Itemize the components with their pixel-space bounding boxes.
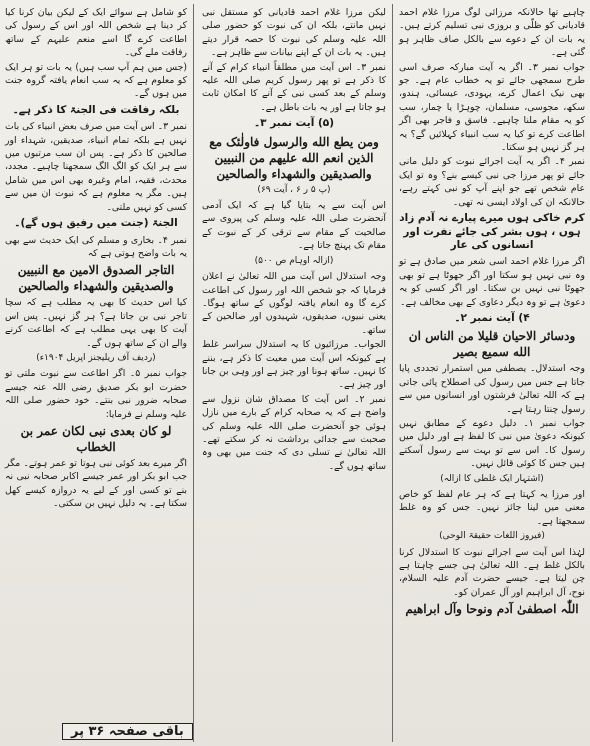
section-heading: (۵) آیت نمبر ۳۔: [253, 117, 335, 130]
paragraph: وجہ استدلال اس آیت میں اللہ تعالیٰ نے اعلان فرمایا کہ جو شخص اللہ اور رسول کی اطاعت کرے گا وہ انعام یافتہ لوگوں کے ساتھ ہوگا۔ یعنی نبیوں، صدیقوں، شہیدوں اور صالحین کے ساتھ۔: [202, 271, 386, 336]
paragraph: کو شامل ہے سوائے ایک کے لیکن بیان کرنا کیا کر دینا ہے شخص اللہ اور اس کے رسول کی اطاعت کرے گا اسے منعم علیہم کے ساتھ رفاقت ملے گی۔: [5, 7, 187, 59]
paragraph: اور مرزا یہ کہتا ہے کہ ہر عام لفظ کو خاص معنی میں لینا جائز نہیں۔ جس کو وہ غلط سمجھتا ہے۔: [399, 489, 585, 527]
column-divider: [392, 4, 393, 742]
paragraph: نمبر ۲۔ اس آیت کا مصداق شان نزول سے واضح ہے کہ یہ صحابہ کرام کے بارے میں نازل ہوئی جو آنحضرت صلی اللہ علیہ وسلم کی صحبت سے جدائی برداشت نہ کر سکتے تھے۔ اللہ تعالیٰ نے تسلی دی کہ جنت میں بھی وہ ساتھ ہوں گے۔: [202, 393, 386, 472]
reference: (ازالہ اوہام ص ۵۰۰): [254, 255, 334, 266]
arabic-hadith: لو کان بعدی نبی لکان عمر بن الخطاب: [20, 423, 172, 454]
paragraph: نمبر ۴۔ اگر یہ آیت اجرائے نبوت کو دلیل مانی جائے تو پھر مرزا جی نبی کیسے بنے؟ وہ تو ایک عام شخص تھے جو اپنے آپ کو نبی کہتے رہے، حالانکہ ان کی اولاد ایسی نہ تھی۔: [399, 156, 585, 208]
paragraph: چاہیے تھا حالانکہ مرزائی لوگ مرزا غلام احمد قادیانی کو ظلّی و بروزی نبی تسلیم کرتے ہیں۔ یہ بات ان کے دعوے سے بالکل صاف ظاہر ہو گئی ہے۔: [399, 7, 585, 59]
reference: (ردیف آف ریلیجنز اپریل ۱۹۰۴ء): [36, 352, 156, 363]
reference: (پ ۵ ر ۶ ، آیت ۶۹): [257, 184, 331, 195]
paragraph: اس آیت سے یہ بتایا گیا ہے کہ ایک آدمی آنحضرت صلی اللہ علیہ وسلم کی پیروی سے صالحیت کے مقام سے ترقی کر کے نبوت کے مقام تک پہنچ جاتا ہے۔: [202, 200, 386, 252]
paragraph: کیا اس حدیث کا بھی یہ مطلب ہے کہ سچا تاجر نبی بن جاتا ہے؟ ہر گز نہیں۔ پس اس آیت کا بھی یہی مطلب ہے کہ اطاعت کرنے والے ان کے ساتھ ہوں گے۔: [5, 297, 187, 349]
section-heading: الجنۃ (جنت میں رفیق ہوں گے)۔: [14, 217, 178, 230]
paragraph: اگر میرے بعد کوئی نبی ہوتا تو عمر ہوتے۔ مگر جب ابو بکر اور عمر جیسے اکابر صحابہ نبی نہ بنے تو کسی اور کے لیے یہ دروازہ کیسے کھل سکتا ہے۔ یہ دلیل نہیں بن سکتی۔: [5, 457, 187, 510]
paragraph: لہٰذا اس آیت سے اجرائے نبوت کا استدلال کرنا بالکل غلط ہے۔ اللہ تعالیٰ ہی جسے چاہتا ہے چن لیتا ہے۔ جیسے حضرت آدم علیہ السلام، نوح، آل ابراہیم اور آل عمران کو۔: [399, 546, 585, 598]
paragraph: (جس میں ہم آپ سب ہیں) یہ بات تو ہر ایک کو معلوم ہے کہ یہ سب انعام یافتہ گروہ جنت میں ہوں گے۔: [5, 61, 187, 100]
paragraph: نمبر ۳۔ اس آیت میں مطلقاً انبیاء کرام کے آنے کا ذکر ہے تو پھر رسول کریم صلی اللہ علیہ وسلم کے بعد کسی نبی کے آنے کا امکان ثابت ہو جاتا ہے اور یہ بات باطل ہے۔: [202, 61, 387, 113]
right-column: [396, 6, 588, 742]
section-heading: بلکہ رفاقت فی الجنۃ کا ذکر ہے۔: [12, 103, 180, 116]
paragraph: جواب نمبر ۳۔ اگر یہ آیت مبارکہ صرف اسی طرح سمجھی جائے تو یہ خطاب عام ہے۔ جو بھی نیک اعمال کرے، یہودی، عیسائی، ہندو، سکھ، مجوسی، مسلمان، چوہڑا یا چمار، سب کو یہ مقام ملنا چاہیے۔ فاسق و فاجر بھی اگر اطاعت کرے تو کیا یہ سب انبیاء کہلائیں گے؟ یہ ہر گز نہیں ہو سکتا۔: [399, 61, 585, 154]
arabic-verse: ومن یطع الله والرسول فاولٰئک مع الذین انعم الله علیهم من النبیین والصدیقین والشهداء والصالحین: [209, 134, 379, 181]
arabic-hadith: التاجر الصدوق الامین مع النبیین والصدیقین والشهداء والصالحین: [17, 263, 175, 294]
column-divider: [193, 4, 194, 742]
continued-on-page-label: باقی صفحہ ۳۶ پر: [62, 723, 193, 740]
paragraph: وجہ استدلال۔ یصطفی میں استمرار تجددی پایا جاتا ہے جس میں رسول کی اصطلاح پائی جاتی ہے کہ اللہ تعالیٰ فرشتوں اور انسانوں میں سے رسول چنتا رہتا ہے۔: [399, 363, 585, 415]
reference: (فیروز اللغات حقیقۃ الوحی): [439, 531, 545, 542]
paragraph: الجواب۔ مرزائیوں کا یہ استدلال سراسر غلط ہے کیونکہ اس آیت میں معیت کا ذکر ہے، بننے کا نہیں۔ ساتھ ہونا اور چیز ہے اور وہی بن جانا اور چیز ہے۔: [202, 339, 386, 391]
reference: (اشتہار ایک غلطی کا ازالہ): [440, 473, 544, 484]
arabic-verse: ودسائر الاحیان قلیلا من الناس ان الله سمیع بصیر: [408, 329, 576, 360]
left-column: [2, 6, 190, 742]
arabic-verse: اللّٰہ اصطفیٰ آدم ونوحا وآل ابراھیم: [405, 602, 579, 617]
verse-couplet: کرم خاکی ہوں میرے پیارے نہ آدم زاد ہوں ، ہوں بشر کی جائے نفرت اور انسانوں کی عار: [399, 212, 585, 251]
paragraph: نمبر ۴۔ بخاری و مسلم کی ایک حدیث سے بھی یہ بات واضح ہوتی ہے کہ: [5, 234, 187, 259]
paragraph: اگر مرزا غلام احمد اسی شعر میں صادق ہے تو وہ نبی نہیں ہو سکتا اور اگر جھوٹا ہے تو بھی جھوٹا نبی نہیں بن سکتا۔ اور اگر کسی کو یہ دعویٰ ہے تو وہ دیگر دعاوی کے بھی مخالف ہے۔: [399, 256, 585, 308]
paragraph: جواب نمبر ۵۔ اگر اطاعت سے نبوت ملتی تو حضرت ابو بکر صدیق رضی اللہ عنہ جیسے صحابہ ضرور نبی بنتے۔ خود حضور صلی اللہ علیہ وسلم نے فرمایا:: [5, 368, 187, 420]
paragraph: نمبر ۳۔ اس آیت میں صرف بعض انبیاء کی بات نہیں ہے بلکہ تمام انبیاء، صدیقین، شہداء اور صالحین کا ذکر ہے۔ پس ان سب مرتبوں میں سے ہر ایک کو الگ الگ سمجھنا چاہیے۔ مجدد، محدث، فقیہ، امام وغیرہ بھی اس میں شامل ہیں۔ مگر یہ معلوم ہے کہ نبوت ان میں سے کسی کو نہیں ملتی۔: [5, 121, 188, 213]
paragraph: لیکن مرزا غلام احمد قادیانی کو مستقل نبی نہیں مانتے، بلکہ ان کی نبوت کو حضور صلی اللہ علیہ وسلم کی نبوت کا حصہ قرار دیتے ہیں۔ یہ بات ان کے اپنے بیانات سے ظاہر ہے۔: [202, 7, 386, 59]
paragraph: جواب نمبر ۱۔ دلیل دعوے کے مطابق نہیں کیونکہ دعویٰ میں نبی کا لفظ ہے اور دلیل میں رسول کا۔ اس سے تو بہت سے رسول آسکتے ہیں جس کا کوئی قائل نہیں۔: [399, 417, 585, 470]
middle-column: [199, 6, 389, 742]
section-heading: ۴) آیت نمبر ۲۔: [454, 311, 530, 324]
